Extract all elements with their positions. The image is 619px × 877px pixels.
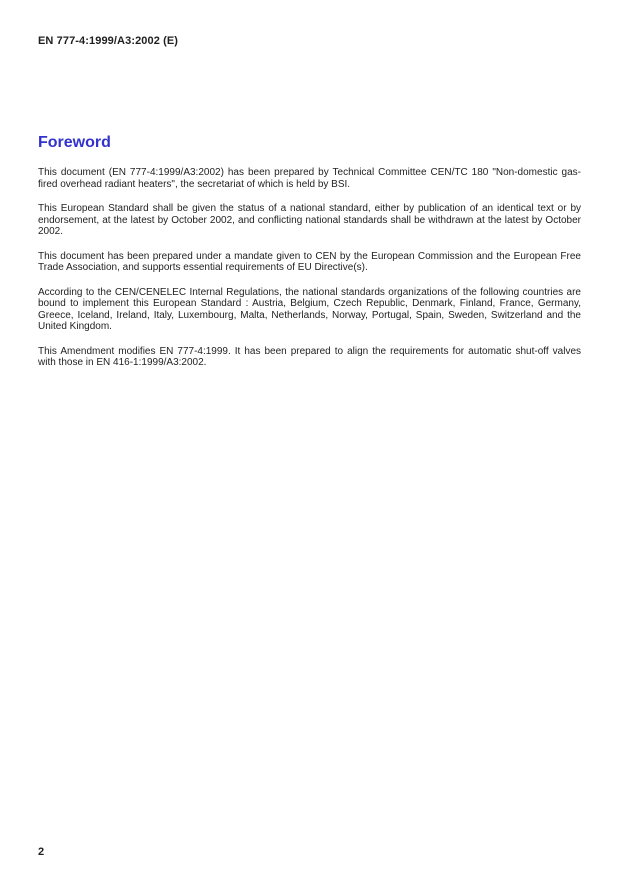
paragraph-mandate: This document has been prepared under a mandate given to CEN by the European Commission and the European Free Trade Association, and supports essential requirements of EU Directive(s). (38, 250, 581, 273)
paragraph-member-countries: According to the CEN/CENELEC Internal Regulations, the national standards organizations of the following countries are bound to implement this European Standard : Austria, Belgium, Czech Republic, Denmark, Finland, France, Germany, Greece, Iceland, Ireland, Italy, Luxembourg, Malta, Netherlands, Norway, Portugal, Spain, Sweden, Switzerland and the United Kingdom. (38, 286, 581, 332)
paragraph-amendment-scope: This Amendment modifies EN 777-4:1999. It has been prepared to align the requirements for automatic shut-off valves with those in EN 416-1:1999/A3:2002. (38, 345, 581, 368)
foreword-heading: Foreword (38, 134, 111, 151)
document-reference-header: EN 777-4:1999/A3:2002 (E) (38, 35, 179, 47)
paragraph-national-status: This European Standard shall be given the status of a national standard, either by publication of an identical text or by endorsement, at the latest by October 2002, and conflicting national standards shall be withdrawn at the latest by October 2002. (38, 203, 581, 237)
document-body (38, 167, 581, 382)
page-number: 2 (38, 846, 45, 858)
paragraph-preparation: This document (EN 777-4:1999/A3:2002) has been prepared by Technical Committee CEN/TC 180 "Non-domestic gas-fired overhead radiant heaters", the secretariat of which is held by BSI. (38, 167, 581, 190)
